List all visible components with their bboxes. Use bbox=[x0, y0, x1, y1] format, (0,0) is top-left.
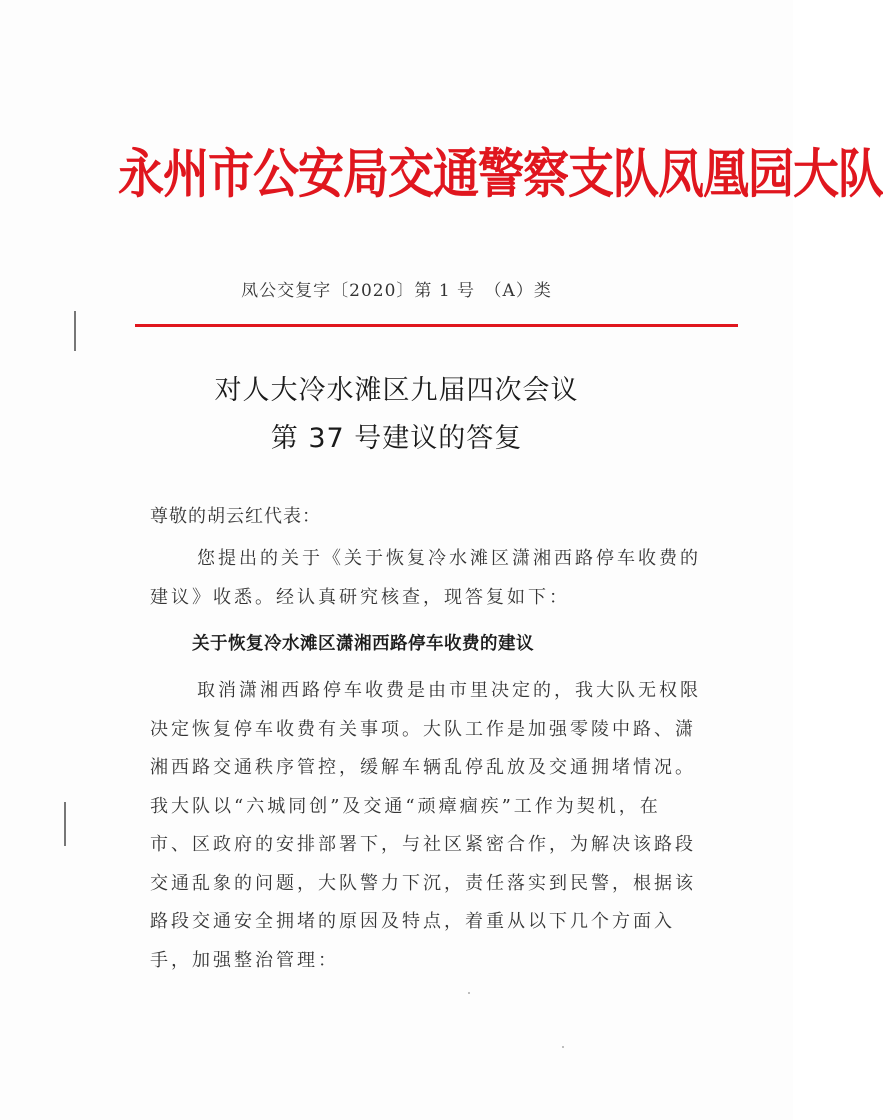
letterhead-organization: 永州市公安局交通警察支队凤凰园大队 bbox=[118, 142, 883, 205]
reply-paragraph bbox=[150, 672, 701, 980]
paragraph-line: 手，加强整治管理： bbox=[150, 949, 339, 971]
document-title-line-2: 第 37 号建议的答复 bbox=[270, 423, 523, 454]
binding-mark bbox=[64, 802, 66, 846]
section-heading: 关于恢复冷水滩区潇湘西路停车收费的建议 bbox=[192, 634, 534, 654]
paragraph-line: 决定恢复停车收费有关事项。大队工作是加强零陵中路、潇 bbox=[150, 718, 696, 740]
paragraph-line: 您提出的关于《关于恢复冷水滩区潇湘西路停车收费的 bbox=[197, 548, 701, 569]
scan-speck bbox=[562, 1046, 564, 1048]
document-title-line-1: 对人大冷水滩区九届四次会议 bbox=[214, 375, 579, 406]
document-number: 凤公交复字〔2020〕第 1 号 （A）类 bbox=[241, 281, 552, 301]
paragraph-line: 市、区政府的安排部署下，与社区紧密合作，为解决该路段 bbox=[150, 834, 696, 855]
binding-mark bbox=[74, 311, 76, 351]
paragraph-line: 交通乱象的问题，大队警力下沉，责任落实到民警，根据该 bbox=[150, 872, 696, 894]
paragraph-line: 路段交通安全拥堵的原因及特点，着重从以下几个方面入 bbox=[150, 911, 675, 932]
salutation: 尊敬的胡云红代表： bbox=[150, 506, 321, 527]
paragraph-line: 我大队以“六城同创”及交通“顽瘴痼疾”工作为契机，在 bbox=[150, 795, 661, 817]
paragraph-line: 湘西路交通秩序管控，缓解车辆乱停乱放及交通拥堵情况。 bbox=[150, 757, 696, 778]
letterhead-red-rule bbox=[135, 324, 738, 327]
paragraph-line: 建议》收悉。经认真研究核查，现答复如下： bbox=[150, 586, 570, 608]
paragraph-line: 取消潇湘西路停车收费是由市里决定的，我大队无权限 bbox=[197, 680, 701, 701]
intro-paragraph bbox=[150, 540, 701, 617]
scan-speck bbox=[468, 992, 470, 994]
